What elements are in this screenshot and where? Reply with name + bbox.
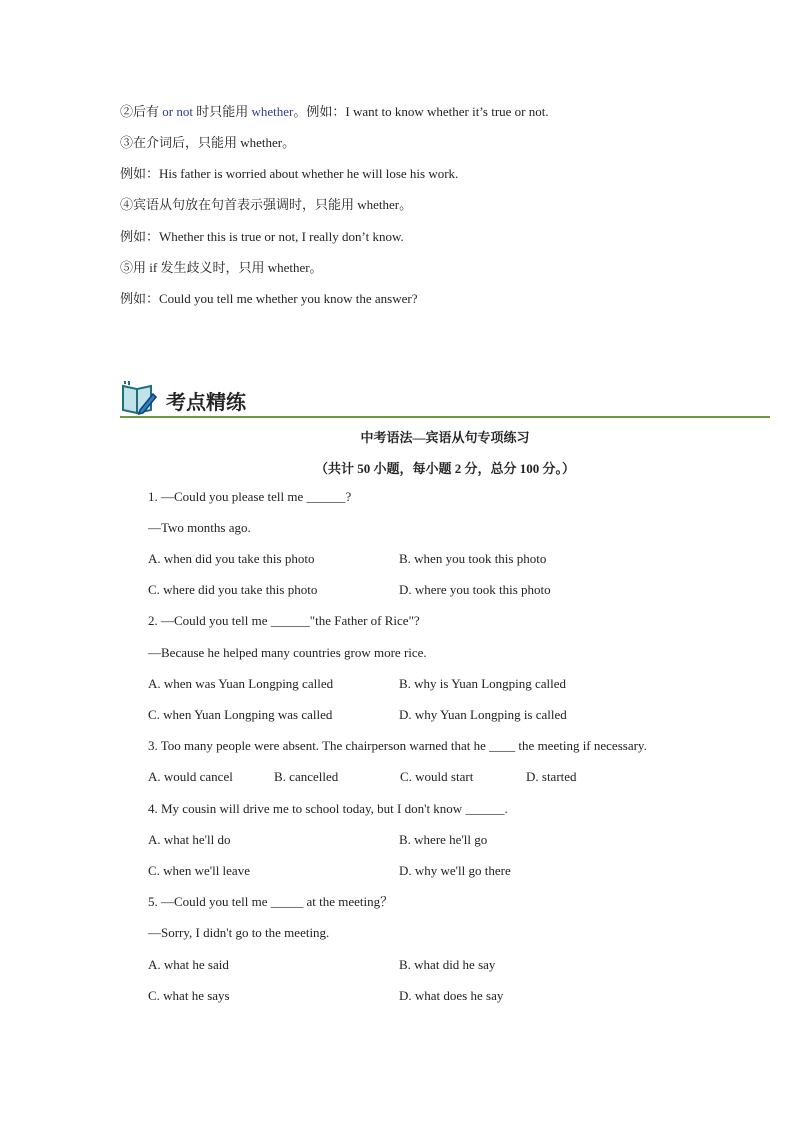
question-1-option-a: A. when did you take this photo	[148, 551, 315, 566]
question-5-option-a: A. what he said	[148, 957, 229, 972]
question-1-option-d: D. where you took this photo	[399, 582, 551, 597]
note-4: ④宾语从句放在句首表示强调时，只能用 whether。	[120, 197, 413, 212]
note-2-post: 。例如：I want to know whether it’s true or not.	[293, 104, 549, 119]
question-2-reply: —Because he helped many countries grow more rice.	[148, 645, 427, 660]
note-2	[120, 104, 549, 120]
exercise-title: 中考语法—宾语从句专项练习	[360, 430, 530, 445]
note-2-mid: 时只能用	[192, 104, 252, 119]
note-5: ⑤用 if 发生歧义时，只用 whether。	[120, 260, 323, 275]
note-3: ③在介词后，只能用 whether。	[120, 135, 296, 150]
question-4-option-d: D. why we'll go there	[399, 863, 511, 878]
section-header	[120, 378, 770, 418]
question-5-reply: —Sorry, I didn't go to the meeting.	[148, 925, 330, 940]
note-2-keyword-or-not: or not	[162, 104, 193, 119]
question-3-option-c: C. would start	[400, 769, 474, 784]
question-1-option-b: B. when you took this photo	[399, 551, 547, 566]
question-3-option-b: B. cancelled	[274, 769, 339, 784]
question-5-option-d: D. what does he say	[399, 988, 504, 1003]
section-divider	[120, 416, 770, 418]
question-1-stem: 1. —Could you please tell me ______?	[148, 489, 352, 504]
section-title: 考点精练	[166, 390, 246, 414]
question-5-stem: 5. —Could you tell me _____ at the meeting？	[148, 894, 394, 909]
question-4-option-a: A. what he'll do	[148, 832, 231, 847]
question-2-stem: 2. —Could you tell me ______"the Father of Rice"?	[148, 613, 420, 628]
note-4-example: 例如：Whether this is true or not, I really don’t know.	[120, 229, 404, 244]
question-1-reply: —Two months ago.	[148, 520, 251, 535]
question-4-option-b: B. where he'll go	[399, 832, 488, 847]
question-5-option-b: B. what did he say	[399, 957, 496, 972]
question-4-option-c: C. when we'll leave	[148, 863, 250, 878]
question-1-option-c: C. where did you take this photo	[148, 582, 318, 597]
note-2-pre: ②后有	[120, 104, 163, 119]
question-3-stem: 3. Too many people were absent. The chairperson warned that he ____ the meeting if necessary.	[148, 738, 647, 753]
question-4-stem: 4. My cousin will drive me to school today, but I don't know ______.	[148, 801, 508, 816]
question-3-option-d: D. started	[526, 769, 577, 784]
question-5-option-c: C. what he says	[148, 988, 230, 1003]
note-5-example: 例如：Could you tell me whether you know the answer?	[120, 291, 418, 306]
question-2-option-b: B. why is Yuan Longping called	[399, 676, 567, 691]
question-2-option-a: A. when was Yuan Longping called	[148, 676, 334, 691]
question-2-option-d: D. why Yuan Longping is called	[399, 707, 567, 722]
note-2-keyword-whether: whether	[251, 104, 294, 119]
note-3-example: 例如：His father is worried about whether he will lose his work.	[120, 166, 459, 181]
exercise-scoring: （共计 50 小题，每小题 2 分，总分 100 分。）	[314, 461, 575, 476]
question-2-option-c: C. when Yuan Longping was called	[148, 707, 333, 722]
question-3-option-a: A. would cancel	[148, 769, 233, 784]
book-pencil-icon	[120, 380, 158, 416]
